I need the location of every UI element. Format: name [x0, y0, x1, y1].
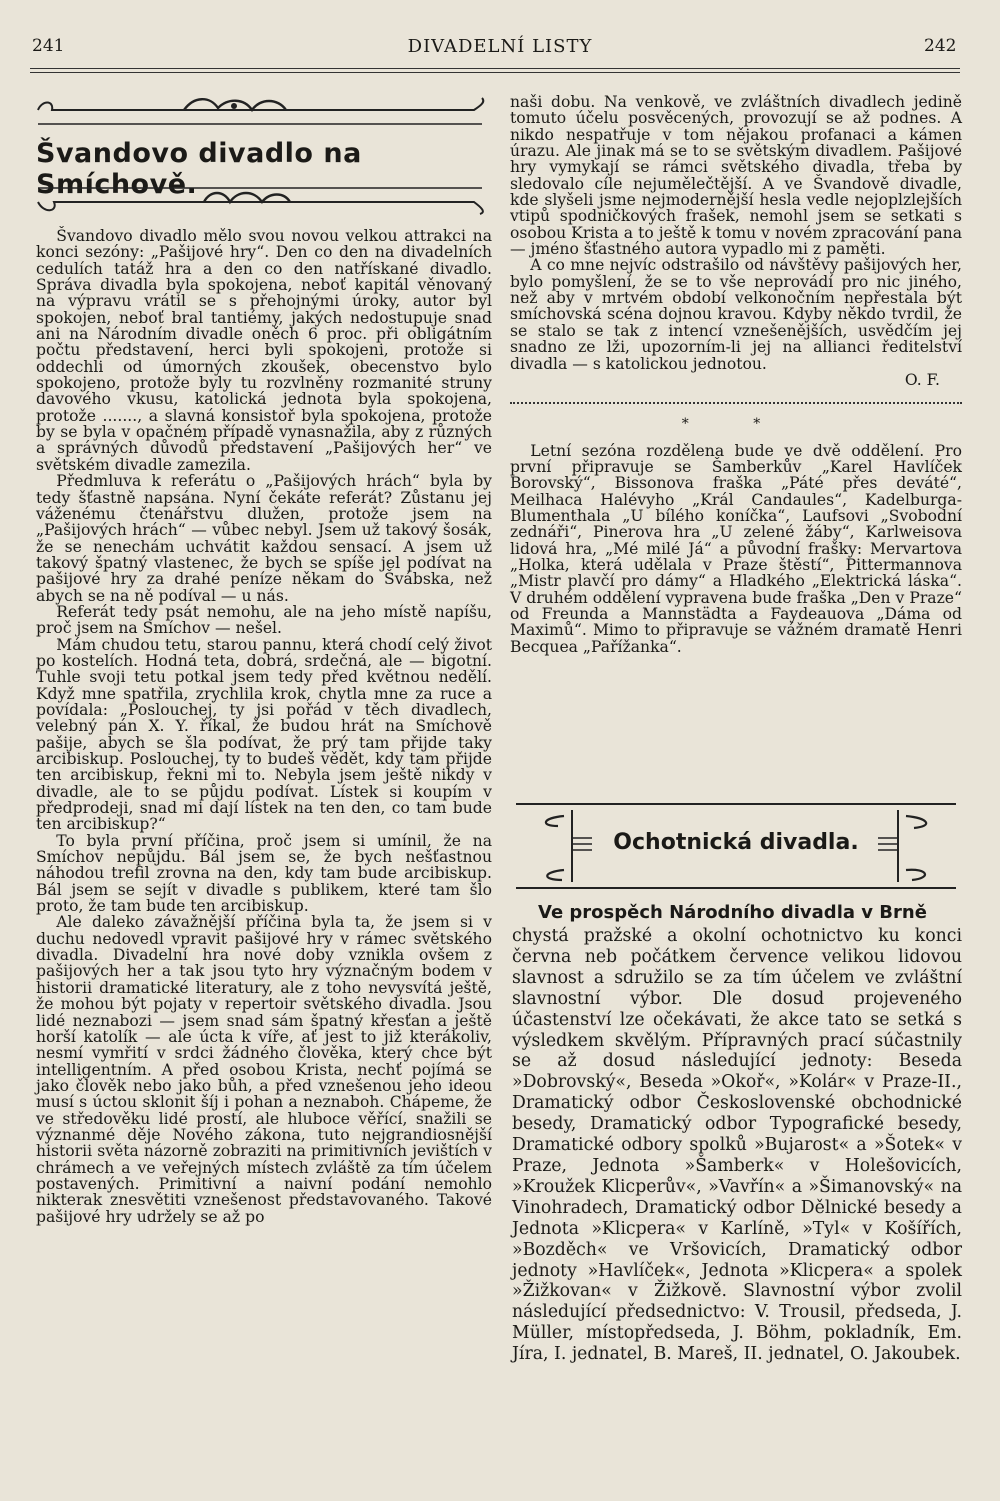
section-title: Ochotnická divadla. [613, 830, 859, 855]
amateur-paragraph: chystá pražské a okolní ochotnictvo ku konci června neb počátkem července velikou lidovou slavnost a sdružilo se za tím účelem ve zvláštní slavnostní výbor. Dle dosud projeveného účastenství lze očekávati, že akce tato se setká s výsledkem skvělým. Přípravných prací súčastnily se až dosud následující jednoty: Beseda »Dobrovský«, Beseda »Okoř«, »Kolár« v Praze-II., Dramatický odbor Československé obchodnické besedy, Dramatický odbor Typografické besedy, Dramatické odbory spolků »Bujarost« a »Šotek« v Praze, Jednota »Šamberk« v Holešovicích, »Kroužek Klicperův«, »Vavřín« a »Šimanovský« na Vinohradech, Dramatický odbor Dělnické besedy a Jednota »Klicpera« v Karlíně, »Tyl« v Košířích, »Bozděch« ve Vršovicích, Dramatický odbor jednoty »Havlíček«, Jednota »Klicpera« a spolek »Žižkovan« v Žižkově. Slavnostní výbor zvolil následující předsednictvo: V. Trousil, předseda, J. Müller, místopředseda, J. Böhm, pokladník, Em. Jíra, I. jednatel, B. Mareš, II. jednatel, O. Jakoubek. [512, 926, 962, 1365]
page-number-right: 242 [924, 36, 957, 56]
left-article-title: Švandovo divadlo na Smíchově. [36, 138, 362, 200]
left-paragraph-2: Předmluva k referátu o „Pašijových hrách“ byla by tedy šťastně napsána. Nyní čekáte referát? Zůstanu jej váženému čtenářstvu dlužen, protože jsem na „Pašijových hrách“ — vůbec nebyl. Jsem už takový šosák, že se nenechám uchvátit každou sensací. A jsem už takový špatný vlastenec, že bych se spíše jel podívat na pašijové hry za drahé peníze někam do Švábska, než abych se na ně podíval — u nás. [36, 472, 492, 605]
running-title: DIVADELNÍ LISTY [407, 36, 593, 57]
bottom-ornament [34, 182, 492, 216]
right-article-body [510, 94, 962, 655]
left-paragraph-4: Mám chudou tetu, starou pannu, která chodí celý život po kostelích. Hodná teta, dobrá, srdečná, ale — bigotní. Tuhle svoji tetu potkal jsem tedy před květnou nedělí. Když mne spatřila, zrychlila krok, chytla mne za ruce a povídala: „Poslouchej, ty jsi pořád v těch divadlech, velebný pán X. Y. říkal, že budou hrát na Smíchově pašije, abych se šla podívat, že prý tam přijde taky arcibiskup. Poslouchej, ty to budeš vědět, kdy tam přijde ten arcibiskup, řekni mi to. Nebyla jsem ještě nikdy v divadle, ale to se půjdu podívat. Lístek si koupím v předprodeji, snad mi dají lístek na ten den, co tam bude ten arcibiskup?“ [36, 635, 492, 834]
page-header [0, 36, 1000, 66]
right-paragraph-2: A co mne nejvíc odstrašilo od návštěvy pašijových her, bylo pomyšlení, že se to vše neprovádí pro nic jiného, než aby v mrtvém období velkonočním nepřestala být smíchovská scéna dojnou kravou. Kdyby někdo tvrdil, že se stalo se tak z intencí vznešenějších, usvědčím jej snadno ze lži, upozorním-li jej na allianci ředitelství divadla — s katolickou jednotou. [510, 256, 962, 373]
right-paragraph-1: naši dobu. Na venkově, ve zvláštních divadlech jedině tomuto účelu posvěcených, provozují se až podnes. A nikdo nespatřuje v tom nějakou profanaci a kámen úrazu. Ale jinak má se to se světským divadlem. Pašijové hry vymykají se rámci světského divadla, třeba by sledovalo cíle nejumělečtější. A ve Švandově divadle, kde slyšeli jsme nejmodernější hesla vedle nejoplzlejších vtipů spodničkových frašek, nemohl jsem se setkati s osobou Krista a to ještě k tomu v novém zpracování pana — jméno šťastného autora vypadlo mi z paměti. [510, 93, 962, 259]
amateur-article-body [512, 926, 962, 1365]
season-paragraph: Letní sezóna rozdělena bude ve dvě oddělení. Pro první připravuje se Šamberkův „Karel Havlíček Borovský“, Bissonova fraška „Páté přes deváté“, Meilhaca Halévyho „Král Candaules“, Kadelburga-Blumenthala „U bílého koníčka“, Laufsovi „Svobodní zednáři“, Pinerova hra „U zelené žáby“, Karlweisova lidová hra, „Mé milé Já“ a původní frašky: Mervartova „Holka, která udělala v Praze štěstí“, Pittermannova „Mistr plavčí pro dámy“ a Hladkého „Elektrická láska“. V druhém oddělení vypravena bude fraška „Den v Praze“ od Freunda a Mannstädta a Faydeauova „Dáma od Maximů“. Mimo to připravuje se vážném dramatě Henri Becquea „Pařížanka“. [510, 441, 962, 656]
left-paragraph-5: To byla první příčina, proč jsem si umínil, že na Smíchov nepůjdu. Bál jsem se, že bych nešťastnou náhodou trefil zrovna na den, kdy tam bude arcibiskup. Bál jsem se sejít v divadle s publikem, které tam šlo proto, že tam bude ten arcibiskup. [36, 831, 492, 916]
header-rule [30, 68, 960, 69]
signature: O. F. [904, 370, 940, 389]
left-paragraph-3: Referát tedy psát nemohu, ale na jeho místě napíšu, proč jsem na Smíchov — nešel. [36, 602, 492, 638]
section-stars: * * [681, 416, 791, 433]
section-header-box [512, 800, 960, 892]
left-paragraph-6: Ale daleko závažnější příčina byla ta, že jsem si v duchu nedovedl vpravit pašijové hry v rámec světského divadla. Divadelní hra nové doby vznikla ovšem z pašijových her a tak jsou tyto hry význačným bodem v historii dramatické literatury, ale z toho nevysvítá ještě, že mohou být pojaty v repertoir světského divadla. Jsou lidé neznabozi — jsem snad sám špatný křesťan a ještě horší katolík — ale úcta k víře, ať jest to již kterákoliv, nesmí vymřití v srdci žádného člověka, který chce být intelligentním. A před osobou Krista, nechť pojímá se jako člověk nebo jako bůh, a před vznešenou jeho ideou musí s úctou sklonit šíj i pohan a neznaboh. Chápeme, že ve středověku lidé prostí, ale hluboce věřící, snažili se význanmé děje Nového zákona, tuto nejgrandiosnější historii světa názorně zobraziti na primitivních jevištích v chrámech a ve veřejných místech zvláště za tím účelem postavených. Primitivní a naivní podání nemohlo nikterak znesvětiti vznešenost představovaného. Takové pašijové hry udržely se až po [36, 913, 492, 1226]
page-number-left: 241 [32, 36, 65, 56]
left-paragraph-1: Švandovo divadlo mělo svou novou velkou attrakci na konci sezóny: „Pašijové hry“. Den co den na divadelních cedulích tatáž hra a den co den natřískané divadlo. Správa divadla byla spokojena, neboť kapitál věnovaný na výpravu vrátil se s přehojnými úroky, autor byl spokojen, neboť bral tantiémy, jakých nedostupuje snad ani na Národním divadle oněch 6 proc. při obligátním počtu představení, herci byli spokojeni, protože si oddechli od úmorných zkoušek, obecenstvo bylo spokojeno, protože byly tu rozvlněny rozmanité struny davového vkusu, katolická jednota byla spokojena, protože ......., a slavná konsistoř byla spokojena, protože by se byla v opačném případě vynasnažila, aby z různých a správných důvodů představení „Pašijových her“ ve světském divadle zamezila. [36, 227, 492, 474]
subheading: Ve prospěch Národního divadla v Brně [538, 902, 927, 923]
top-ornament [34, 96, 492, 130]
dotted-divider [510, 402, 962, 404]
left-article-body [36, 228, 492, 1225]
header-rule-thin [30, 72, 960, 73]
